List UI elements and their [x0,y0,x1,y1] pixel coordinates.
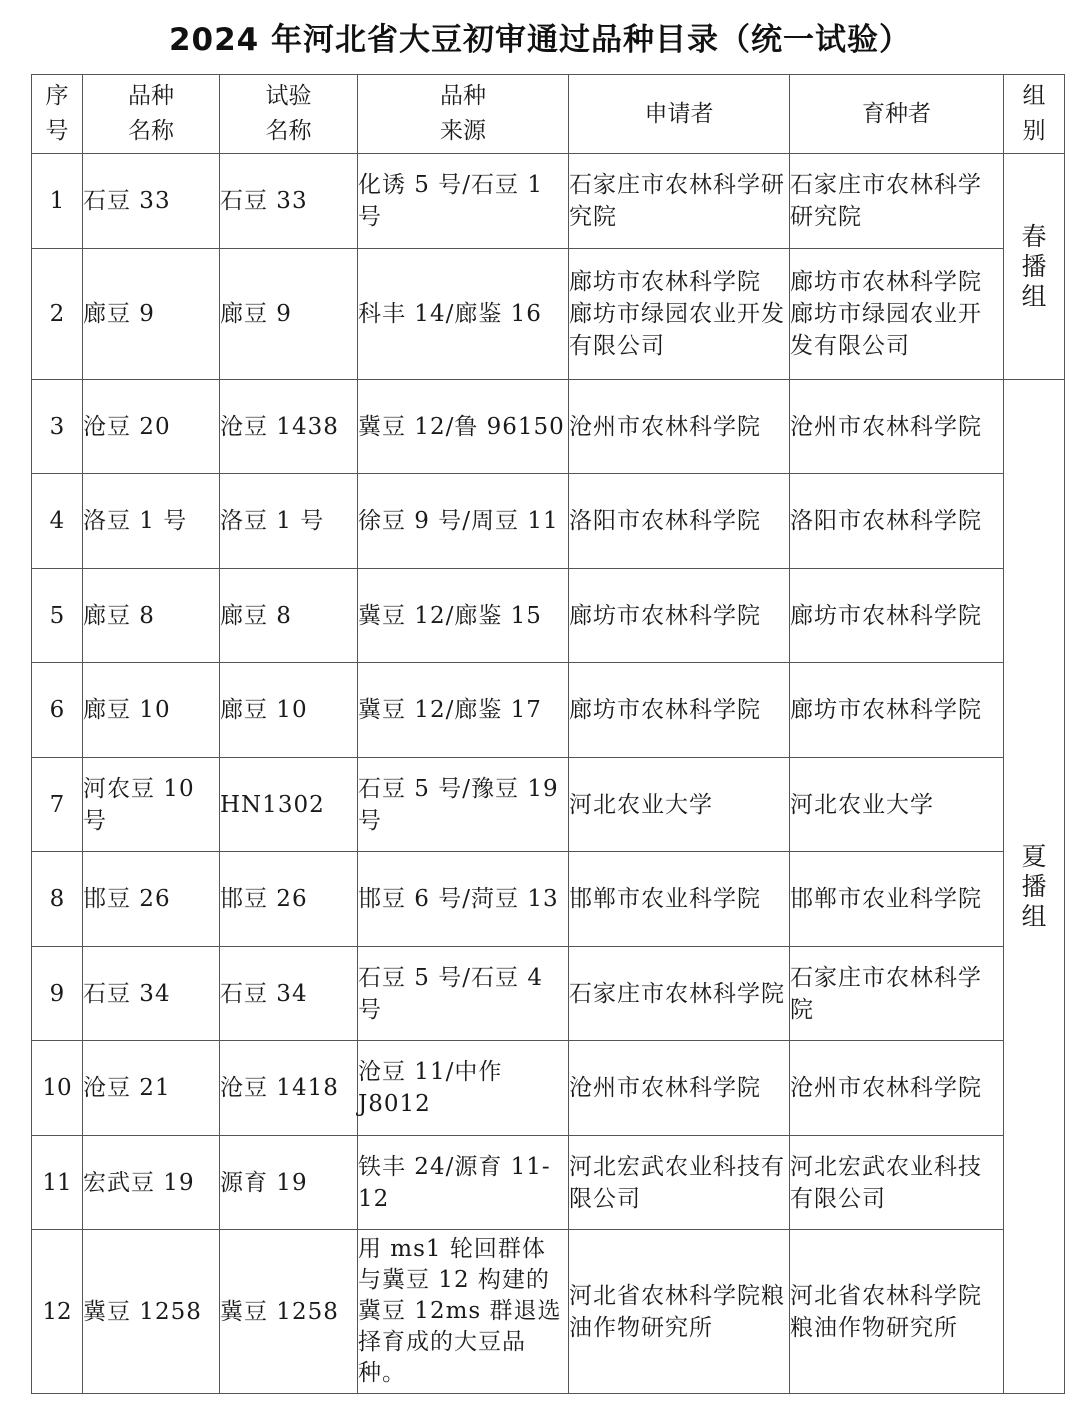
variety-name: 邯豆 26 [83,852,220,947]
breeder: 石家庄市农林科学研究院 [790,154,1004,249]
trial-name: 廊豆 10 [220,663,358,758]
variety-origin: 冀豆 12/廊鉴 17 [358,663,569,758]
row-index: 7 [32,758,83,852]
header-group: 组 别 [1004,75,1065,154]
breeder: 沧州市农林科学院 [790,1041,1004,1136]
applicant [569,249,790,380]
breeder: 河北农业大学 [790,758,1004,852]
header-trial-name: 试验 名称 [220,75,358,154]
breeder: 廊坊市农林科学院 [790,663,1004,758]
row-index: 3 [32,380,83,474]
breeder: 河北省农林科学院粮油作物研究所 [790,1230,1004,1394]
table-row [32,1230,1065,1394]
applicant: 石家庄市农林科学研究院 [569,154,790,249]
variety-name: 廊豆 9 [83,249,220,380]
header-row [32,75,1065,154]
breeder-line: 廊坊市绿园农业开发有限公司 [790,301,982,359]
table-row [32,569,1065,663]
trial-name: 冀豆 1258 [220,1230,358,1394]
variety-name: 石豆 33 [83,154,220,249]
variety-name: 石豆 34 [83,947,220,1041]
table-row [32,663,1065,758]
variety-name: 沧豆 21 [83,1041,220,1136]
variety-table [31,74,1065,1394]
variety-origin: 徐豆 9 号/周豆 11 [358,474,569,569]
variety-name: 廊豆 8 [83,569,220,663]
applicant: 廊坊市农林科学院 [569,663,790,758]
header-applicant: 申请者 [569,75,790,154]
table-row [32,1136,1065,1230]
table-row [32,1041,1065,1136]
row-index: 11 [32,1136,83,1230]
variety-origin: 铁丰 24/源育 11-12 [358,1136,569,1230]
variety-origin: 化诱 5 号/石豆 1 号 [358,154,569,249]
header-origin: 品种 来源 [358,75,569,154]
variety-origin: 冀豆 12/廊鉴 15 [358,569,569,663]
breeder-line: 廊坊市农林科学院 [790,269,982,295]
row-index: 8 [32,852,83,947]
applicant: 河北农业大学 [569,758,790,852]
applicant-line: 廊坊市绿园农业开发有限公司 [569,301,785,359]
applicant: 河北宏武农业科技有限公司 [569,1136,790,1230]
applicant: 廊坊市农林科学院 [569,569,790,663]
variety-name: 洛豆 1 号 [83,474,220,569]
applicant: 洛阳市农林科学院 [569,474,790,569]
trial-name: 源育 19 [220,1136,358,1230]
page-title: 2024 年河北省大豆初审通过品种目录（统一试验） [168,22,912,58]
variety-name: 冀豆 1258 [83,1230,220,1394]
table-row [32,249,1065,380]
header-idx: 序 号 [32,75,83,154]
row-index: 10 [32,1041,83,1136]
group-summer: 夏 播 组 [1004,380,1065,1394]
variety-origin: 邯豆 6 号/菏豆 13 [358,852,569,947]
variety-name: 宏武豆 19 [83,1136,220,1230]
applicant: 石家庄市农林科学院 [569,947,790,1041]
variety-name: 廊豆 10 [83,663,220,758]
trial-name: 沧豆 1438 [220,380,358,474]
table-row [32,758,1065,852]
table-row [32,474,1065,569]
applicant: 沧州市农林科学院 [569,1041,790,1136]
row-index: 6 [32,663,83,758]
trial-name: 石豆 33 [220,154,358,249]
applicant-line: 廊坊市农林科学院 [569,269,761,295]
trial-name: 石豆 34 [220,947,358,1041]
trial-name: 洛豆 1 号 [220,474,358,569]
applicant: 邯郸市农业科学院 [569,852,790,947]
trial-name: 沧豆 1418 [220,1041,358,1136]
row-index: 1 [32,154,83,249]
table-row [32,154,1065,249]
variety-origin: 用 ms1 轮回群体与冀豆 12 构建的冀豆 12ms 群退选择育成的大豆品种。 [358,1230,569,1394]
header-variety-name: 品种 名称 [83,75,220,154]
breeder: 沧州市农林科学院 [790,380,1004,474]
table-row [32,852,1065,947]
variety-name: 沧豆 20 [83,380,220,474]
variety-name: 河农豆 10 号 [83,758,220,852]
breeder: 石家庄市农林科学院 [790,947,1004,1041]
breeder: 洛阳市农林科学院 [790,474,1004,569]
breeder [790,249,1004,380]
applicant: 河北省农林科学院粮油作物研究所 [569,1230,790,1394]
table-row [32,947,1065,1041]
variety-origin: 石豆 5 号/豫豆 19 号 [358,758,569,852]
group-spring: 春 播 组 [1004,154,1065,380]
table-row [32,380,1065,474]
row-index: 9 [32,947,83,1041]
breeder: 河北宏武农业科技有限公司 [790,1136,1004,1230]
trial-name: HN1302 [220,758,358,852]
trial-name: 邯豆 26 [220,852,358,947]
trial-name: 廊豆 8 [220,569,358,663]
row-index: 4 [32,474,83,569]
applicant: 沧州市农林科学院 [569,380,790,474]
variety-origin: 科丰 14/廊鉴 16 [358,249,569,380]
breeder: 廊坊市农林科学院 [790,569,1004,663]
trial-name: 廊豆 9 [220,249,358,380]
variety-origin: 冀豆 12/鲁 96150 [358,380,569,474]
row-index: 2 [32,249,83,380]
row-index: 5 [32,569,83,663]
variety-origin: 石豆 5 号/石豆 4 号 [358,947,569,1041]
row-index: 12 [32,1230,83,1394]
header-breeder: 育种者 [790,75,1004,154]
variety-origin: 沧豆 11/中作 J8012 [358,1041,569,1136]
breeder: 邯郸市农业科学院 [790,852,1004,947]
